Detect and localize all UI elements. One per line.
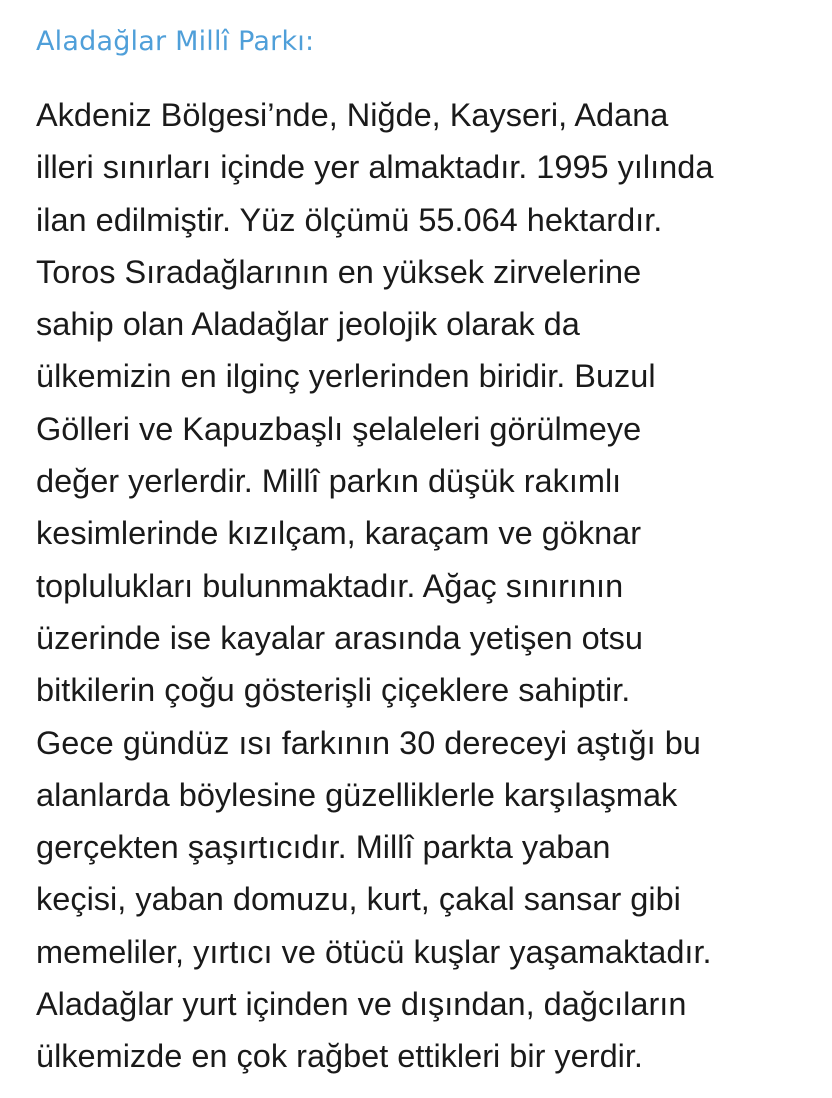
body-line: kesimlerinde kızılçam, karaçam ve göknar	[36, 515, 642, 552]
body-line: toplulukları bulunmaktadır. Ağaç sınırının	[36, 567, 624, 604]
body-line: ülkemizin en ilginç yerlerinden biridir. Buzul	[36, 358, 656, 395]
body-line: gerçekten şaşırtıcıdır. Millî parkta yaban	[36, 829, 611, 866]
section-heading: Aladağlar Millî Parkı:	[36, 26, 315, 57]
body-line: bitkilerin çoğu gösterişli çiçeklere sahiptir.	[36, 672, 631, 709]
body-line: Gece gündüz ısı farkının 30 dereceyi aştığı bu	[36, 724, 701, 761]
body-line: ülkemizde en çok rağbet ettikleri bir yerdir.	[36, 1038, 643, 1075]
body-line: üzerinde ise kayalar arasında yetişen otsu	[36, 619, 644, 656]
body-line: ilan edilmiştir. Yüz ölçümü 55.064 hektardır.	[36, 201, 663, 238]
body-line: Aladağlar yurt içinden ve dışından, dağcıların	[36, 986, 687, 1023]
body-line: memeliler, yırtıcı ve ötücü kuşlar yaşamaktadır.	[36, 933, 712, 970]
body-line: alanlarda böylesine güzelliklerle karşılaşmak	[36, 776, 678, 813]
body-line: illeri sınırları içinde yer almaktadır. 1995 yılında	[36, 149, 714, 186]
section-body	[36, 89, 826, 1083]
body-line: sahip olan Aladağlar jeolojik olarak da	[36, 306, 580, 343]
body-line: Gölleri ve Kapuzbaşlı şelaleleri görülmeye	[36, 410, 642, 447]
body-line: keçisi, yaban domuzu, kurt, çakal sansar gibi	[36, 881, 681, 918]
body-line: değer yerlerdir. Millî parkın düşük rakımlı	[36, 463, 622, 500]
body-line: Akdeniz Bölgesi’nde, Niğde, Kayseri, Adana	[36, 97, 669, 133]
body-line: Toros Sıradağlarının en yüksek zirvelerine	[36, 253, 642, 290]
